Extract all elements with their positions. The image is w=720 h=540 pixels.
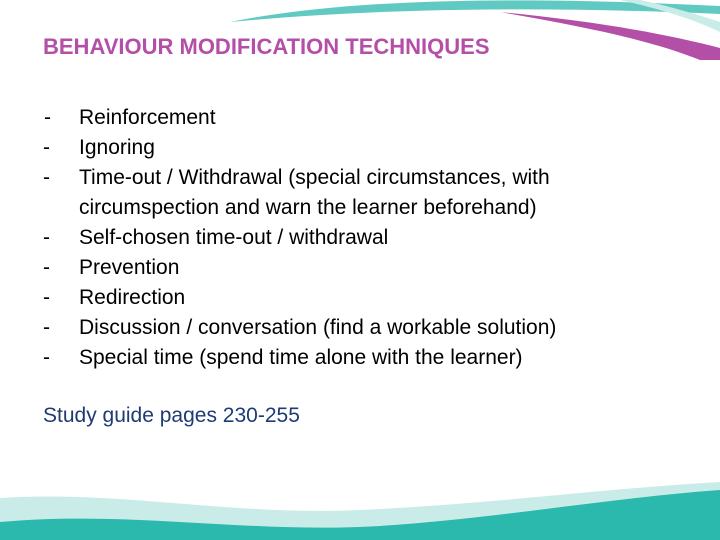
list-item (43, 283, 556, 313)
study-guide-reference: Study guide pages 230-255 (43, 404, 300, 427)
top-purple-swoosh (500, 12, 720, 60)
list-item-text: Redirection (79, 286, 186, 309)
bullet-dash: - (43, 226, 50, 249)
list-item-text: Reinforcement (79, 106, 216, 129)
technique-list (43, 103, 556, 373)
list-item (43, 253, 556, 283)
list-item-text: Special time (spend time alone with the learner) (79, 346, 523, 369)
list-item-text: Self-chosen time-out / withdrawal (79, 226, 389, 249)
bullet-dash: - (44, 106, 51, 129)
slide-title: BEHAVIOUR MODIFICATION TECHNIQUES (43, 34, 490, 59)
bullet-dash: - (43, 136, 50, 159)
bullet-dash: - (43, 346, 50, 369)
list-item-text: Discussion / conversation (find a workable solution) (79, 316, 557, 339)
list-item-continuation (43, 193, 556, 223)
list-item-text: Time-out / Withdrawal (special circumstances, with (79, 166, 550, 189)
list-item (43, 133, 556, 163)
list-item-text: circumspection and warn the learner beforehand) (79, 196, 537, 219)
list-item (43, 163, 556, 193)
list-item (43, 313, 556, 343)
bottom-decorative-wave (0, 480, 720, 540)
bullet-dash: - (43, 286, 50, 309)
bullet-dash: - (43, 166, 50, 189)
list-item (43, 103, 556, 133)
bullet-dash: - (43, 256, 50, 279)
bullet-dash: - (43, 316, 50, 339)
list-item (43, 223, 556, 253)
list-item-text: Ignoring (79, 136, 155, 159)
list-item-text: Prevention (79, 256, 180, 279)
list-item (43, 343, 556, 373)
